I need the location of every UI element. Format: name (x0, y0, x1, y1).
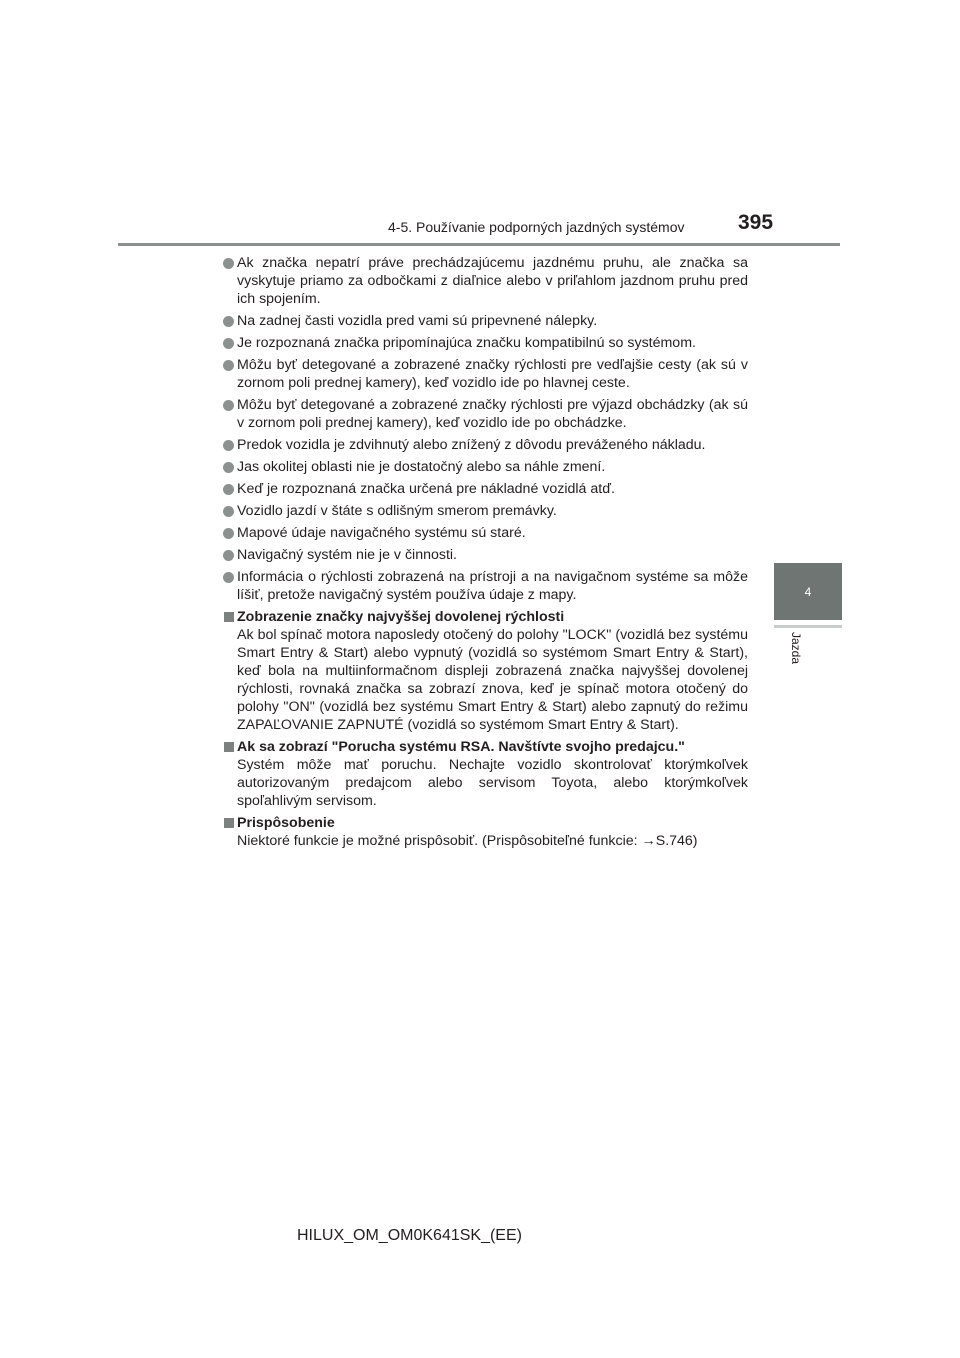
bullet-circle-icon (223, 258, 234, 269)
bullet-item (212, 502, 748, 520)
bullet-circle-icon (223, 506, 234, 517)
bullet-circle-icon (223, 316, 234, 327)
bullet-item (212, 356, 748, 392)
section-block (212, 608, 748, 734)
bullet-circle-icon (223, 462, 234, 473)
bullet-item (212, 458, 748, 476)
section-heading (212, 814, 748, 832)
bullet-item (212, 254, 748, 308)
section-body: Ak bol spínač motora naposledy otočený do polohy "LOCK" (vozidlá bez systému Smart Entry & Start) alebo vypnutý (vozidlá so systémom Smart Entry & Start), keď bola na multiinformačnom displeji zobrazená značka najvyššej dovolenej rýchlosti, rovnaká značka sa zobrazí znova, keď je spínač motora otočený do polohy "ON" (vozidlá bez systému Smart Entry & Start) alebo zapnutý do režimu ZAPAĽOVANIE ZAPNUTÉ (vozidlá so systémom Smart Entry & Start). (237, 627, 748, 733)
square-bullet-icon (224, 612, 234, 622)
bullet-circle-icon (223, 572, 234, 583)
bullet-item (212, 568, 748, 604)
section-heading (212, 738, 748, 756)
chapter-tab-number: 4 (804, 584, 812, 599)
bullet-item (212, 480, 748, 498)
bullet-circle-icon (223, 360, 234, 371)
section-heading-text: Ak sa zobrazí "Porucha systému RSA. Navštívte svojho predajcu." (237, 739, 685, 755)
bullet-text: Je rozpoznaná značka pripomínajúca značku kompatibilnú so systémom. (237, 335, 696, 351)
section-list (212, 608, 748, 850)
bullet-item (212, 436, 748, 454)
bullet-list (212, 254, 748, 604)
page-number: 395 (738, 211, 774, 234)
bullet-circle-icon (223, 484, 234, 495)
bullet-circle-icon (223, 338, 234, 349)
bullet-item (212, 312, 748, 330)
bullet-item (212, 334, 748, 352)
chapter-tab-divider (774, 625, 842, 628)
bullet-text: Môžu byť detegované a zobrazené značky rýchlosti pre vedľajšie cesty (ak sú v zornom poli prednej kamery), keď vozidlo ide po hlavnej ceste. (237, 357, 748, 391)
bullet-circle-icon (223, 550, 234, 561)
section-body: Systém môže mať poruchu. Nechajte vozidlo skontrolovať ktorýmkoľvek autorizovaným predajcom alebo servisom Toyota, alebo ktorýmkoľvek spoľahlivým servisom. (237, 757, 748, 809)
bullet-item (212, 524, 748, 542)
chapter-tab[interactable] (774, 563, 842, 620)
bullet-text: Navigačný systém nie je v činnosti. (237, 547, 457, 563)
page-content (212, 254, 748, 854)
chapter-tab-label: Jazda (789, 632, 803, 665)
bullet-text: Informácia o rýchlosti zobrazená na prístroji a na navigačnom systéme sa môže líšiť, pretože navigačný systém používa údaje z mapy. (237, 569, 748, 603)
section-block (212, 738, 748, 810)
bullet-circle-icon (223, 528, 234, 539)
section-body: Niektoré funkcie je možné prispôsobiť. (Prispôsobiteľné funkcie: →S.746) (237, 833, 698, 849)
header-divider (118, 243, 840, 246)
bullet-text: Mapové údaje navigačného systému sú staré. (237, 525, 526, 541)
bullet-item (212, 396, 748, 432)
section-heading (212, 608, 748, 626)
square-bullet-icon (224, 818, 234, 828)
bullet-text: Jas okolitej oblasti nie je dostatočný alebo sa náhle zmení. (237, 459, 606, 475)
bullet-text: Na zadnej časti vozidla pred vami sú pripevnené nálepky. (237, 313, 598, 329)
bullet-text: Ak značka nepatrí práve prechádzajúcemu jazdnému pruhu, ale značka sa vyskytuje priamo za odbočkami z diaľnice alebo v priľahlom jazdnom pruhu pred ich spojením. (237, 255, 748, 307)
bullet-circle-icon (223, 400, 234, 411)
section-heading-text: Zobrazenie značky najvyššej dovolenej rýchlosti (237, 609, 565, 625)
square-bullet-icon (224, 742, 234, 752)
section-block (212, 814, 748, 850)
bullet-text: Vozidlo jazdí v štáte s odlišným smerom premávky. (237, 503, 557, 519)
bullet-text: Môžu byť detegované a zobrazené značky rýchlosti pre výjazd obchádzky (ak sú v zornom poli prednej kamery), keď vozidlo ide po obchádzke. (237, 397, 748, 431)
bullet-text: Predok vozidla je zdvihnutý alebo znížený z dôvodu preváženého nákladu. (237, 437, 706, 453)
bullet-circle-icon (223, 440, 234, 451)
section-heading-text: Prispôsobenie (237, 815, 335, 831)
header-section-title: 4-5. Používanie podporných jazdných systémov (388, 219, 685, 235)
bullet-item (212, 546, 748, 564)
bullet-text: Keď je rozpoznaná značka určená pre nákladné vozidlá atď. (237, 481, 615, 497)
document-code: HILUX_OM_OM0K641SK_(EE) (297, 1227, 522, 1244)
